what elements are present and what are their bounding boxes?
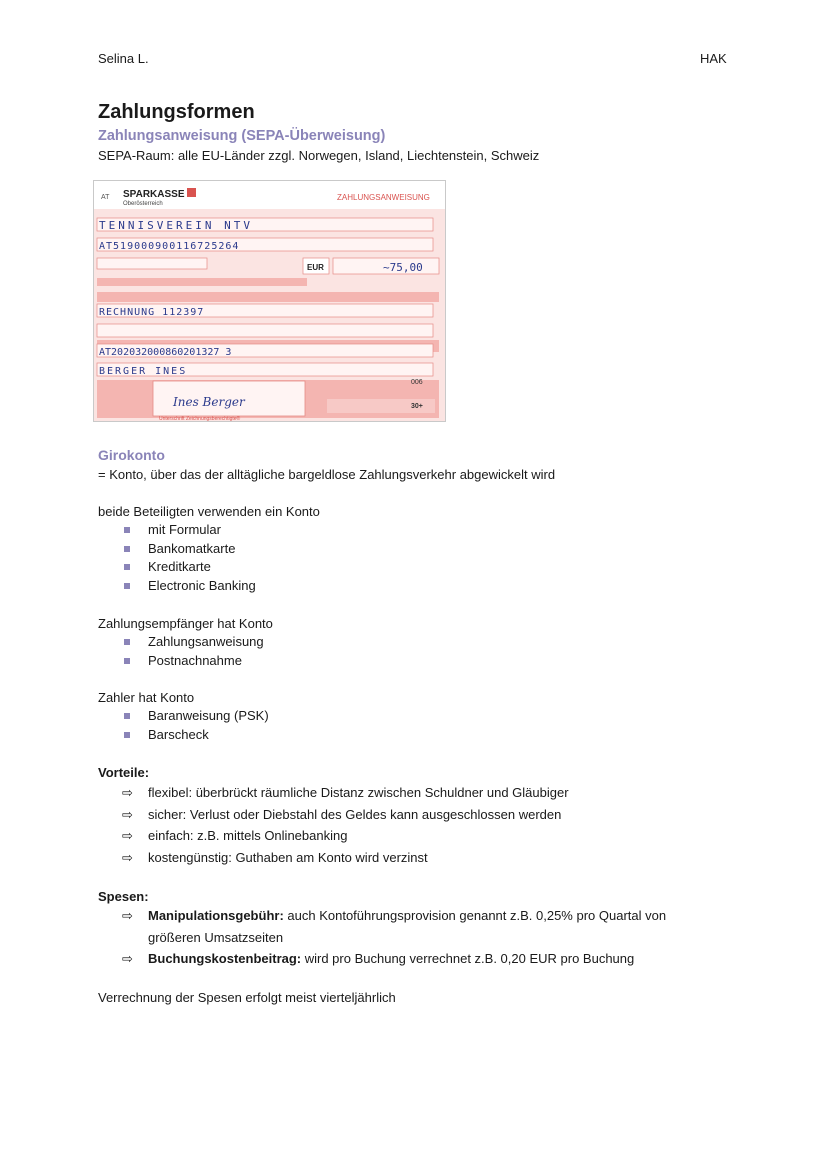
square-bullet-icon	[124, 527, 130, 533]
arrow-right-icon: ⇨	[122, 849, 133, 865]
form-country: AT	[101, 194, 110, 201]
form-iban-recipient: AT519000900116725264	[99, 241, 240, 252]
form-title: ZAHLUNGSANWEISUNG	[337, 193, 430, 202]
square-bullet-icon	[124, 546, 130, 552]
spesen-heading: Spesen:	[98, 889, 149, 904]
list-item: ⇨ flexibel: überbrückt räumliche Distanz zwischen Schuldner und Gläubiger	[122, 782, 569, 804]
page-title: Zahlungsformen	[98, 101, 255, 123]
arrow-right-icon: ⇨	[122, 828, 133, 843]
square-bullet-icon	[124, 564, 130, 570]
payment-slip-image	[93, 180, 446, 422]
form-signature-label: Unterschrift Zeichnungsberechtigte®	[159, 416, 241, 422]
author-name: Selina L.	[98, 51, 149, 66]
course-label: HAK	[700, 51, 727, 66]
form-code: 006	[411, 379, 423, 386]
square-bullet-icon	[124, 713, 130, 719]
form-bank-region: Oberösterreich	[123, 201, 163, 207]
list-item: Electronic Banking	[122, 577, 256, 596]
form-recipient: TENNISVEREIN NTV	[99, 219, 253, 232]
square-bullet-icon	[124, 639, 130, 645]
arrow-right-icon: ⇨	[122, 806, 133, 822]
arrow-right-icon: ⇨	[122, 908, 133, 923]
list-item: mit Formular	[122, 521, 256, 540]
vorteile-list	[122, 782, 569, 868]
list-item: ⇨ Buchungskostenbeitrag: wird pro Buchung verrechnet z.B. 0,20 EUR pro Buchung	[122, 948, 712, 970]
list-item: Postnachnahme	[122, 652, 264, 671]
girokonto-heading: Girokonto	[98, 447, 165, 463]
group2-title: Zahlungsempfänger hat Konto	[98, 616, 273, 631]
list-item: ⇨ kostengünstig: Guthaben am Konto wird verzinst	[122, 847, 569, 869]
group2-list	[122, 633, 264, 670]
arrow-right-icon: ⇨	[122, 785, 133, 800]
group1-list	[122, 521, 256, 596]
list-item: ⇨ einfach: z.B. mittels Onlinebanking	[122, 825, 569, 847]
form-payer: BERGER INES	[99, 366, 188, 377]
form-currency: EUR	[307, 263, 324, 272]
girokonto-definition: = Konto, über das der alltägliche bargeldlose Zahlungsverkehr abgewickelt wird	[98, 467, 556, 482]
form-signature: Ines Berger	[173, 395, 245, 409]
form-bank: SPARKASSE	[123, 189, 185, 200]
list-item: Zahlungsanweisung	[122, 633, 264, 652]
list-item: Kreditkarte	[122, 558, 256, 577]
section-subtitle: Zahlungsanweisung (SEPA-Überweisung)	[98, 128, 386, 144]
list-item: ⇨ sicher: Verlust oder Diebstahl des Geldes kann ausgeschlossen werden	[122, 804, 569, 826]
form-amount: ~75,00	[383, 261, 423, 274]
spesen-footer: Verrechnung der Spesen erfolgt meist vierteljährlich	[98, 990, 396, 1005]
vorteile-heading: Vorteile:	[98, 765, 150, 780]
list-item: Baranweisung (PSK)	[122, 707, 269, 726]
list-item: Barscheck	[122, 726, 269, 745]
sepa-text: SEPA-Raum: alle EU-Länder zzgl. Norwegen, Island, Liechtenstein, Schweiz	[98, 148, 540, 163]
list-item: ⇨ Manipulationsgebühr: auch Kontoführungsprovision genannt z.B. 0,25% pro Quartal von größeren Umsatzseiten	[122, 905, 712, 948]
list-item: Bankomatkarte	[122, 540, 256, 559]
form-reference: RECHNUNG 112397	[99, 307, 205, 318]
group3-title: Zahler hat Konto	[98, 690, 195, 705]
form-code2: 30+	[411, 403, 423, 410]
group3-list	[122, 707, 269, 744]
square-bullet-icon	[124, 583, 130, 589]
arrow-right-icon: ⇨	[122, 951, 133, 966]
group1-title: beide Beteiligten verwenden ein Konto	[98, 504, 320, 519]
form-iban-payer: AT202032000860201327 3	[99, 347, 232, 358]
bank-logo-icon	[187, 188, 196, 197]
square-bullet-icon	[124, 732, 130, 738]
spesen-list	[122, 905, 712, 970]
square-bullet-icon	[124, 658, 130, 664]
